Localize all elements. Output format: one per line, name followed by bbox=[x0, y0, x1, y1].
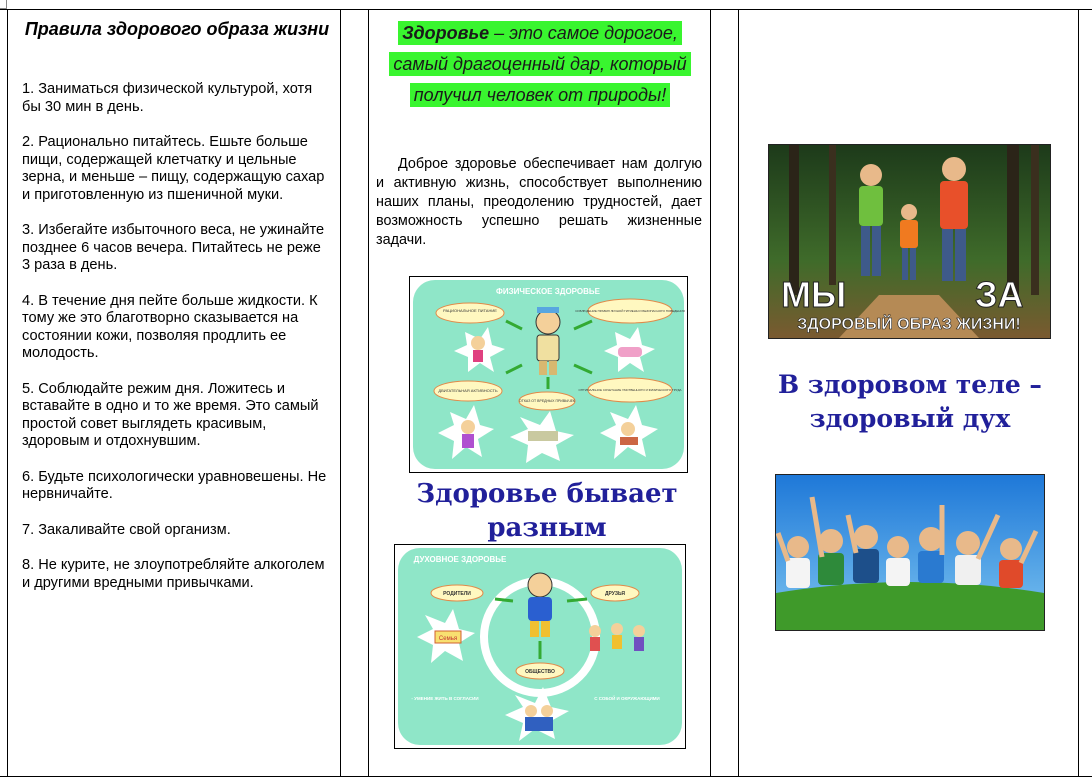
child-figure bbox=[473, 350, 483, 362]
table-bottom-border bbox=[0, 776, 1092, 777]
quote-line-1 bbox=[398, 21, 682, 45]
family-sign-text: Семья bbox=[438, 636, 458, 642]
page-corner-marker bbox=[0, 0, 7, 9]
center-figure-leg bbox=[549, 361, 557, 375]
friend-figure bbox=[633, 625, 645, 637]
grass-hill bbox=[776, 582, 1044, 630]
rule-item: 7. Закаливайте свой организм. bbox=[22, 521, 231, 538]
center-figure-cap bbox=[537, 307, 559, 313]
child-4 bbox=[886, 536, 910, 586]
tree-trunk bbox=[1007, 145, 1019, 295]
society-figure bbox=[525, 705, 537, 717]
quote-line-2: самый драгоценный дар, который bbox=[389, 52, 690, 76]
rule-item: 6. Будьте психологически уравновешены. Не нервничайте. bbox=[22, 468, 327, 502]
physical-health-diagram bbox=[409, 276, 688, 473]
no-smoking-figure bbox=[528, 431, 558, 441]
friend-figure bbox=[589, 625, 601, 637]
child-figure bbox=[901, 204, 917, 220]
father-figure bbox=[942, 229, 953, 281]
heading-line-2: разным bbox=[487, 513, 607, 543]
tree-trunk bbox=[829, 145, 836, 285]
bubble-label: ОТКАЗ ОТ ВРЕДНЫХ ПРИВЫЧЕК bbox=[519, 399, 575, 403]
bubble-label: ОБЩЕСТВО bbox=[525, 669, 555, 675]
arrow bbox=[567, 599, 587, 601]
child-figure bbox=[902, 248, 908, 280]
arrow bbox=[495, 599, 513, 601]
children-photo bbox=[775, 474, 1045, 631]
label-bubble bbox=[436, 303, 504, 323]
friend-figure bbox=[590, 637, 600, 651]
child-figure bbox=[900, 220, 918, 248]
father-figure bbox=[940, 181, 968, 229]
sport-figure bbox=[462, 434, 474, 448]
center-boy-leg bbox=[541, 621, 550, 637]
sport-figure bbox=[461, 420, 475, 434]
children-illustration bbox=[776, 475, 1044, 630]
mother-figure bbox=[861, 226, 870, 276]
tree-trunk bbox=[1031, 145, 1039, 295]
bubble-label: РОДИТЕЛИ bbox=[443, 591, 471, 597]
rule-item: 4. В течение дня пейте больше жидкости. К тому же это благотворно сказывается на состоянии кожи, позволяя продлить ее молодость. bbox=[22, 292, 318, 361]
column-border bbox=[368, 9, 369, 777]
rule-item: 8. Не курите, не злоупотребляйте алкоголем и другими вредными привычками. bbox=[22, 557, 325, 591]
family-walk-illustration bbox=[769, 145, 1050, 338]
column-border bbox=[7, 9, 8, 777]
intro-paragraph: Доброе здоровье обеспечивает нам долгую и активную жизнь, способствует выполнению наших планы, преодолению трудностей, дает возможность успешно решать жизненные задачи. bbox=[376, 156, 702, 248]
mother-figure bbox=[860, 164, 882, 186]
tree-trunk bbox=[789, 145, 799, 295]
child-figure bbox=[471, 336, 485, 350]
column-border bbox=[340, 9, 341, 777]
slogan-heading bbox=[740, 368, 1080, 436]
bath-figure bbox=[618, 347, 642, 357]
father-figure bbox=[955, 229, 966, 281]
friend-figure bbox=[612, 635, 622, 649]
center-figure-body bbox=[537, 335, 559, 361]
photo-caption-right: ЗА bbox=[975, 274, 1024, 315]
photo-banner: ЗДОРОВЫЙ ОБРАЗ ЖИЗНИ! bbox=[797, 316, 1021, 333]
bubble-label: - УМЕНИЕ ЖИТЬ В СОГЛАСИИ bbox=[411, 696, 479, 701]
friend-figure bbox=[611, 623, 623, 635]
bubble-label: ДВИГАТЕЛЬНАЯ АКТИВНОСТЬ bbox=[438, 388, 498, 393]
center-figure-head bbox=[536, 310, 560, 334]
photo-caption-left: МЫ bbox=[781, 274, 847, 315]
rules-panel bbox=[22, 18, 332, 610]
slogan-line-2: здоровый дух bbox=[809, 404, 1011, 433]
study-figure bbox=[621, 422, 635, 436]
society-figure bbox=[541, 705, 553, 717]
physical-health-illustration bbox=[410, 277, 687, 472]
slogan-line-1: В здоровом теле – bbox=[778, 370, 1042, 399]
bubble-label: ДРУЗЬЯ bbox=[604, 591, 626, 597]
diagram-title: ДУХОВНОЕ ЗДОРОВЬЕ bbox=[413, 555, 507, 564]
child-figure bbox=[910, 248, 916, 280]
kinds-of-health-heading bbox=[392, 477, 702, 545]
quote-line-3: получил человек от природы! bbox=[410, 83, 671, 107]
spiritual-health-diagram bbox=[394, 544, 686, 749]
rules-title: Правила здорового образа жизни bbox=[24, 19, 330, 39]
center-boy-head bbox=[528, 573, 552, 597]
heading-line-1: Здоровье бывает bbox=[416, 479, 678, 509]
father-figure bbox=[942, 157, 966, 181]
mother-figure bbox=[859, 186, 883, 226]
rule-item: 2. Рационально питайтесь. Ешьте больше пищи, содержащей клетчатку и цельные зерна, и меньше – пищу, содержащую сахар и приготовленную из пшеничной муки. bbox=[22, 134, 325, 203]
society-figure bbox=[525, 717, 553, 731]
friend-figure bbox=[634, 637, 644, 651]
study-figure bbox=[620, 437, 638, 445]
health-quote bbox=[370, 18, 710, 111]
center-figure-leg bbox=[539, 361, 547, 375]
bubble-label: СОБЛЮДЕНИЕ ПРАВИЛ ЛИЧНОЙ ГИГИЕНЫ И БЕЗОПАСНОГО ПОВЕДЕНИЯ bbox=[575, 309, 685, 313]
column-border bbox=[738, 9, 739, 777]
family-walk-photo bbox=[768, 144, 1051, 339]
bubble-label: С СОБОЙ И ОКРУЖАЮЩИМИ bbox=[594, 696, 660, 701]
mother-figure bbox=[872, 226, 881, 276]
bubble-label: РАЦИОНАЛЬНОЕ ПИТАНИЕ bbox=[443, 308, 497, 313]
rule-item: 3. Избегайте избыточного веса, не ужинайте позднее 6 часов вечера. Питайтесь не реже 3 раза в день. bbox=[22, 222, 325, 273]
center-boy-shirt bbox=[528, 597, 552, 621]
column-border bbox=[710, 9, 711, 777]
center-boy-leg bbox=[530, 621, 539, 637]
diagram-title: ФИЗИЧЕСКОЕ ЗДОРОВЬЕ bbox=[496, 287, 600, 296]
quote-line-1-rest: – это самое дорогое, bbox=[489, 23, 678, 43]
spiritual-health-illustration bbox=[395, 545, 685, 748]
bubble-label: ОПТИМАЛЬНОЕ СОЧЕТАНИЕ УМСТВЕННОГО И ФИЗИЧЕСКОГО ТРУДА bbox=[578, 388, 682, 392]
health-panel bbox=[370, 18, 710, 250]
quote-bold-word: Здоровье bbox=[402, 23, 490, 43]
rule-item: 1. Заниматься физической культурой, хотя бы 30 мин в день. bbox=[22, 81, 313, 115]
table-top-border bbox=[0, 9, 1092, 10]
rule-item: 5. Соблюдайте режим дня. Ложитесь и вставайте в одно и то же время. Это самый простой совет выглядеть красивым, здоровым и отдохнувшим. bbox=[22, 380, 319, 449]
